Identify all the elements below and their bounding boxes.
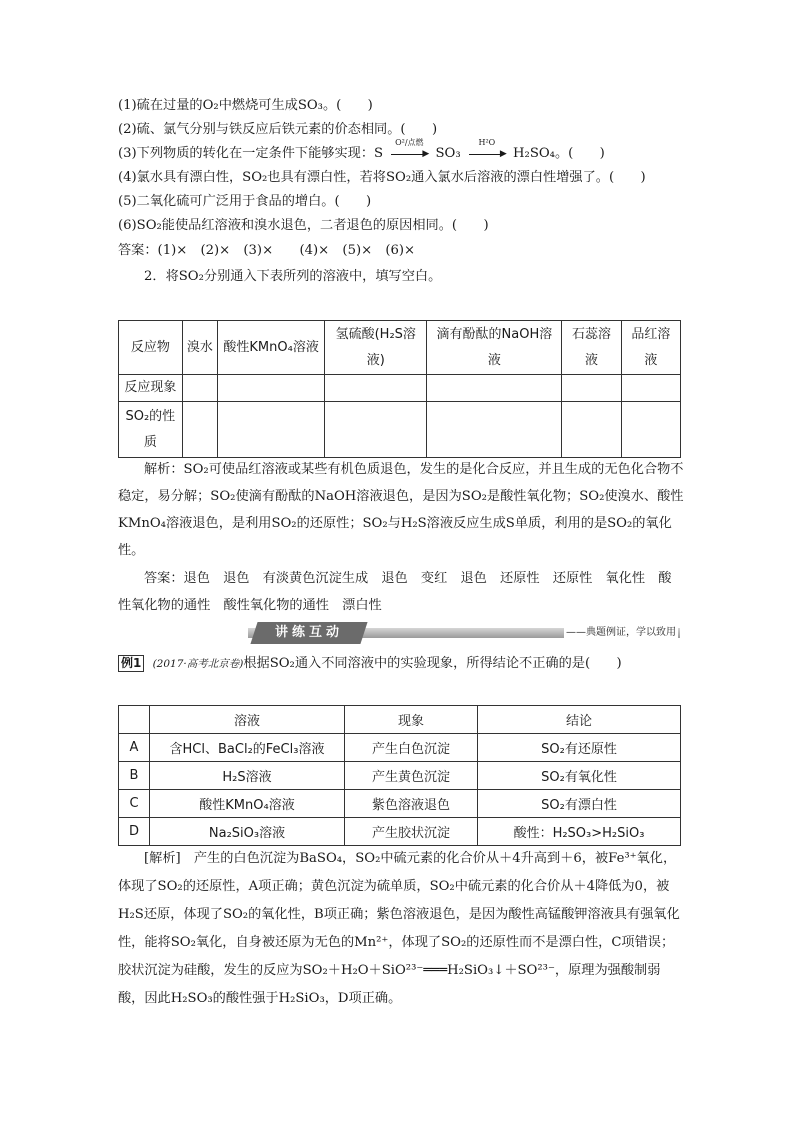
option-label: D — [119, 818, 150, 846]
question-6: (6)SO₂能使品红溶液和溴水退色，二者退色的原因相同。( ) — [118, 218, 489, 233]
table-row — [119, 402, 681, 458]
analysis-2: [解析] 产生的白色沉淀为BaSO₄，SO₂中硫元素的化合价从＋4升高到＋6，被Fe³⁺氧化，体现了SO₂的还原性，A项正确；黄色沉淀为硫单质，SO₂中硫元素的化合价从＋4降低为0，被H₂S还原，体现了SO₂的氧化性，B项正确；紫色溶液退色，是因为酸性高锰酸钾溶液具有强氧化性，能将SO₂氧化，自身被还原为无色的Mn²⁺，体现了SO₂的还原性而不是漂白性，C项错误；胶状沉淀为硅酸，发生的反应为SO₂＋H₂O＋SiO²³⁻═══H₂SiO₃↓＋SO²³⁻，原理为强酸制弱酸，因此H₂SO₃的酸性强于H₂SiO₃，D项正确。 — [118, 851, 680, 1006]
conclusion-cell: SO₂有还原性 — [478, 734, 681, 762]
row-label: SO₂的性质 — [119, 402, 183, 458]
arrow-1-label: O²/点燃 — [395, 137, 424, 147]
table-header-cell: 溶液 — [150, 706, 345, 734]
solution-cell: Na₂SiO₃溶液 — [150, 818, 345, 846]
phenomenon-cell: 产生胶状沉淀 — [345, 818, 478, 846]
section-banner — [248, 622, 680, 644]
question-2: (2)硫、氯气分别与铁反应后铁元素的价态相同。( ) — [118, 122, 438, 137]
solution-cell: 酸性KMnO₄溶液 — [150, 790, 345, 818]
conclusion-cell: 酸性：H₂SO₃>H₂SiO₃ — [478, 818, 681, 846]
arrow-2-label: H²O — [478, 137, 496, 147]
example-source: (2017·高考北京卷) — [152, 658, 244, 670]
table-row — [119, 375, 681, 402]
example-text: 根据SO₂通入不同溶液中的实验现象，所得结论不正确的是( ) — [243, 656, 622, 671]
question-1: (1)硫在过量的O₂中燃烧可生成SO₃。( ) — [118, 98, 373, 113]
reaction-table — [118, 320, 681, 458]
q2-title: 2．将SO₂分别通入下表所列的溶液中，填写空白。 — [144, 269, 442, 284]
table-header-cell: 滴有酚酞的NaOH溶液 — [427, 321, 562, 375]
table-header-row — [119, 321, 681, 375]
answer-1: 答案：(1)× (2)× (3)× (4)× (5)× (6)× — [118, 243, 416, 258]
table-header-cell: 品红溶液 — [621, 321, 680, 375]
table-row — [119, 762, 681, 790]
table-row — [119, 734, 681, 762]
solution-cell: H₂S溶液 — [150, 762, 345, 790]
table-header-cell: 石蕊溶液 — [562, 321, 621, 375]
table-header-cell: 氢硫酸(H₂S溶液) — [325, 321, 427, 375]
question-3 — [118, 137, 684, 166]
reaction-arrow-1: O²/点燃 ▶ — [389, 147, 429, 161]
conclusion-cell: SO₂有氧化性 — [478, 762, 681, 790]
table-row — [119, 818, 681, 846]
table-header-cell: 结论 — [478, 706, 681, 734]
table-row — [119, 790, 681, 818]
row-label: 反应现象 — [119, 375, 183, 402]
banner-subtitle: ——典题例证，学以致用 — [566, 627, 676, 638]
example-badge: 例1 — [118, 655, 144, 672]
conclusion-cell: SO₂有漂白性 — [478, 790, 681, 818]
reaction-arrow-2: H²O ▶ — [467, 147, 507, 161]
q3-end: H₂SO₄。( ) — [513, 146, 605, 161]
table-header-cell: 酸性KMnO₄溶液 — [218, 321, 325, 375]
question-5: (5)二氧化硫可广泛用于食品的增白。( ) — [118, 194, 372, 209]
example-question — [118, 651, 684, 677]
experiment-table — [118, 705, 681, 846]
solution-cell: 含HCl、BaCl₂的FeCl₃溶液 — [150, 734, 345, 762]
q3-prefix: (3)下列物质的转化在一定条件下能够实现：S — [118, 146, 384, 161]
banner-title: 讲练互动 — [250, 622, 367, 644]
analysis-1: 解析：SO₂可使品红溶液或某些有机色质退色，发生的是化合反应，并且生成的无色化合物不稳定，易分解；SO₂使滴有酚酞的NaOH溶液退色，是因为SO₂是酸性氧化物；SO₂使溴水、酸性KMnO₄溶液退色，是利用SO₂的还原性；SO₂与H₂S溶液反应生成S单质，利用的是SO₂的氧化性。 — [118, 462, 684, 558]
table-header-cell: 溴水 — [182, 321, 218, 375]
option-label: B — [119, 762, 150, 790]
option-label: C — [119, 790, 150, 818]
table-header-cell: 现象 — [345, 706, 478, 734]
table-header-cell: 反应物 — [119, 321, 183, 375]
phenomenon-cell: 紫色溶液退色 — [345, 790, 478, 818]
q3-mid: SO₃ — [435, 146, 461, 161]
questions-block — [118, 94, 684, 290]
table-header-cell — [119, 706, 150, 734]
phenomenon-cell: 产生白色沉淀 — [345, 734, 478, 762]
phenomenon-cell: 产生黄色沉淀 — [345, 762, 478, 790]
table-header-row — [119, 706, 681, 734]
option-label: A — [119, 734, 150, 762]
answer-2: 答案：退色 退色 有淡黄色沉淀生成 退色 变红 退色 还原性 还原性 氧化性 酸性氧化物的通性 酸性氧化物的通性 漂白性 — [118, 571, 672, 613]
question-4: (4)氯水具有漂白性，SO₂也具有漂白性，若将SO₂通入氯水后溶液的漂白性增强了。( ) — [118, 170, 646, 185]
